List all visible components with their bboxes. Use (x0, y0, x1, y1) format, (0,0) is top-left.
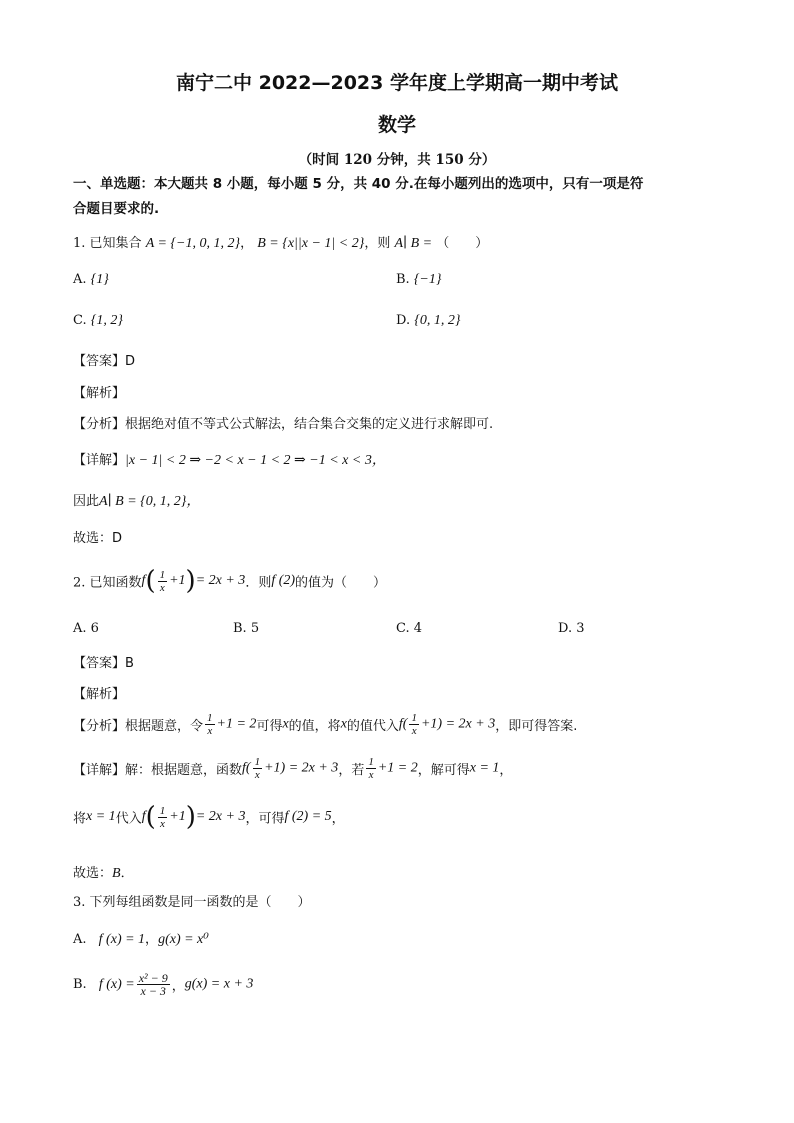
q2-fn: f (141, 573, 146, 588)
frac-num: x² − 9 (138, 971, 168, 985)
q1-set-b: B = {x||x − 1| < 2} (257, 236, 365, 251)
sub-end: ， (331, 811, 345, 827)
option-value: {1} (90, 272, 109, 287)
frac-den: x (159, 581, 165, 594)
sub-mid: 代入 (115, 811, 142, 827)
option-value: 6 (90, 621, 99, 636)
frac-den: x (254, 769, 260, 781)
frac-den: x (411, 725, 417, 737)
q2-fenxi (73, 712, 577, 737)
sub-val: f (2) = 5 (284, 809, 332, 824)
fenxi-e: ，即可得答案. (495, 719, 578, 734)
q1-option-d (396, 313, 460, 329)
sub-prefix: 将 (73, 811, 87, 827)
q1-set-a: A = {−1, 0, 1, 2} (145, 236, 241, 251)
frac-den: x (160, 817, 165, 830)
therefore-prefix: 因此 (73, 494, 100, 509)
option-g: g(x) = x⁰ (158, 932, 209, 947)
option-letter: B. (73, 977, 87, 992)
sub-frac (158, 805, 168, 830)
fenxi-frac (205, 712, 215, 737)
option-value: 4 (413, 621, 423, 636)
exam-time-note: （时间 120 分钟，共 150 分） (298, 152, 496, 168)
sub-rhs: = 2x + 3 (195, 809, 246, 824)
fenxi-a: 根据题意，令 (125, 719, 204, 734)
section-heading-line1: 一、单选题：本大题共 8 小题，每小题 5 分，共 40 分.在每小题列出的选项中，只有一项是符 (73, 176, 644, 192)
q2-plus1: +1 (169, 573, 186, 588)
fenxi-tag: 【分析】 (73, 417, 126, 432)
q2-option-a (73, 621, 99, 636)
q1-choose: 故选：D (73, 531, 123, 546)
detail-b: ，若 (338, 763, 365, 778)
q2-answer (73, 652, 134, 671)
q1-answer (73, 350, 135, 369)
detail-c: ，解可得 (417, 763, 470, 778)
option-sep: ， (171, 979, 185, 994)
q1-therefore (73, 490, 200, 510)
sub-x: x = 1 (86, 809, 116, 824)
q1-detail (73, 449, 386, 469)
subject-title: 数学 (377, 114, 416, 136)
detail-frac2 (366, 756, 376, 781)
q2-prefix: 2. 已知函数 (73, 575, 142, 591)
frac-num: 1 (254, 756, 261, 768)
q2-stem (73, 566, 386, 596)
option-value: {−1} (413, 272, 442, 287)
answer-value: B (125, 656, 134, 671)
q2-f2: f (2) (271, 573, 296, 588)
answer-tag: 【答案】 (73, 656, 126, 671)
q1-option-c (73, 313, 123, 329)
option-value: 3 (576, 621, 585, 636)
answer-tag: 【答案】 (73, 354, 126, 369)
fenxi-x: x (282, 716, 289, 732)
option-value: {1, 2} (90, 313, 123, 328)
q2-substitute (73, 802, 345, 832)
detail-text: |x − 1| < 2 ⇒ −2 < x − 1 < 2 ⇒ −1 < x < 3， (125, 453, 386, 468)
q3-option-b (73, 972, 253, 997)
sub-f: f (141, 809, 146, 824)
sub-get: ，可得 (245, 811, 285, 827)
fenxi-c: 的值，将 (288, 719, 341, 734)
open-paren: ( (145, 802, 156, 832)
detail-a: 解：根据题意，函数 (125, 763, 243, 778)
option-letter: C. (73, 313, 87, 328)
frac-num: 1 (207, 712, 213, 724)
detail-eq: +1 = 2 (377, 760, 418, 776)
q1-option-a (73, 272, 109, 288)
q1-fenxi (73, 413, 493, 432)
fenxi-d: 的值代入 (346, 719, 399, 734)
q2-fraction (158, 569, 168, 594)
option-letter: D. (396, 313, 411, 328)
option-f: f (x) = 1 (98, 932, 146, 947)
close-paren: ) (185, 802, 196, 832)
choose-end: ． (120, 866, 134, 881)
frac-den: x (207, 725, 213, 737)
q1-prefix: 1. 已知集合 (73, 236, 142, 251)
therefore-expr: A∣ B = {0, 1, 2}， (99, 494, 201, 509)
detail-f: f( (242, 760, 251, 776)
q1-analysis-tag: 【解析】 (73, 386, 126, 401)
detail-x: x = 1 (469, 760, 500, 776)
q2-option-d (558, 621, 585, 636)
q2-rhs: = 2x + 3 (195, 573, 246, 588)
q2-mid: ．则 (245, 575, 272, 591)
q2-option-c (396, 621, 422, 636)
detail-frac (253, 756, 263, 781)
close-paren: ) (185, 566, 196, 596)
exam-title: 南宁二中 2022—2023 学年度上学期高一期中考试 (176, 72, 618, 94)
option-g: g(x) = x + 3 (184, 976, 254, 992)
q1-option-b (396, 272, 441, 288)
q1-stem (73, 232, 488, 252)
fenxi-f: f( (398, 716, 408, 732)
q3-option-a (73, 928, 209, 948)
option-letter: D. (558, 621, 573, 636)
q2-suffix: 的值为（ ） (295, 575, 387, 591)
fenxi-x2: x (340, 716, 347, 732)
option-letter: A. (73, 272, 87, 287)
fenxi-rhs: +1) = 2x + 3 (420, 716, 496, 732)
section-heading-line2: 合题目要求的. (73, 201, 160, 217)
answer-value: D (125, 354, 136, 369)
q1-paren: （ ） (436, 236, 489, 251)
option-value: {0, 1, 2} (414, 313, 461, 328)
detail-rhs: +1) = 2x + 3 (264, 760, 339, 776)
option-sep: ， (145, 932, 159, 947)
detail-tag: 【详解】 (73, 763, 126, 778)
q2-analysis-tag: 【解析】 (73, 687, 126, 702)
frac-num: 1 (159, 804, 166, 817)
option-letter: C. (396, 621, 410, 636)
q2-detail (73, 756, 512, 781)
fenxi-b: 可得 (256, 719, 283, 734)
q2-choose (73, 862, 134, 882)
option-frac (137, 972, 170, 997)
sub-plus1: +1 (169, 809, 186, 824)
q1-expr: A∣ B = (394, 236, 433, 251)
option-f: f (x) = (98, 976, 135, 992)
choose-value: B (112, 866, 121, 881)
fenxi-tag: 【分析】 (73, 719, 126, 734)
option-letter: A. (73, 932, 87, 947)
option-letter: B. (233, 621, 247, 636)
frac-num: 1 (368, 756, 374, 768)
open-paren: ( (145, 566, 156, 596)
fenxi-eq: +1 = 2 (216, 716, 257, 732)
frac-den: x − 3 (140, 984, 166, 998)
option-value: 5 (250, 621, 260, 636)
frac-den: x (368, 769, 374, 781)
q1-then: ，则 (364, 236, 391, 251)
detail-end: ， (499, 763, 513, 778)
fenxi-text: 根据绝对值不等式公式解法，结合集合交集的定义进行求解即可. (125, 417, 494, 432)
frac-num: 1 (411, 712, 417, 724)
option-letter: B. (396, 272, 410, 287)
option-letter: A. (73, 621, 87, 636)
q1-sep: ， (240, 236, 254, 251)
q2-option-b (233, 621, 259, 636)
frac-num: 1 (159, 568, 166, 581)
q3-stem: 3. 下列每组函数是同一函数的是（ ） (73, 895, 311, 910)
fenxi-frac2 (409, 712, 419, 737)
detail-tag: 【详解】 (73, 453, 126, 468)
choose-label: 故选： (73, 866, 113, 881)
